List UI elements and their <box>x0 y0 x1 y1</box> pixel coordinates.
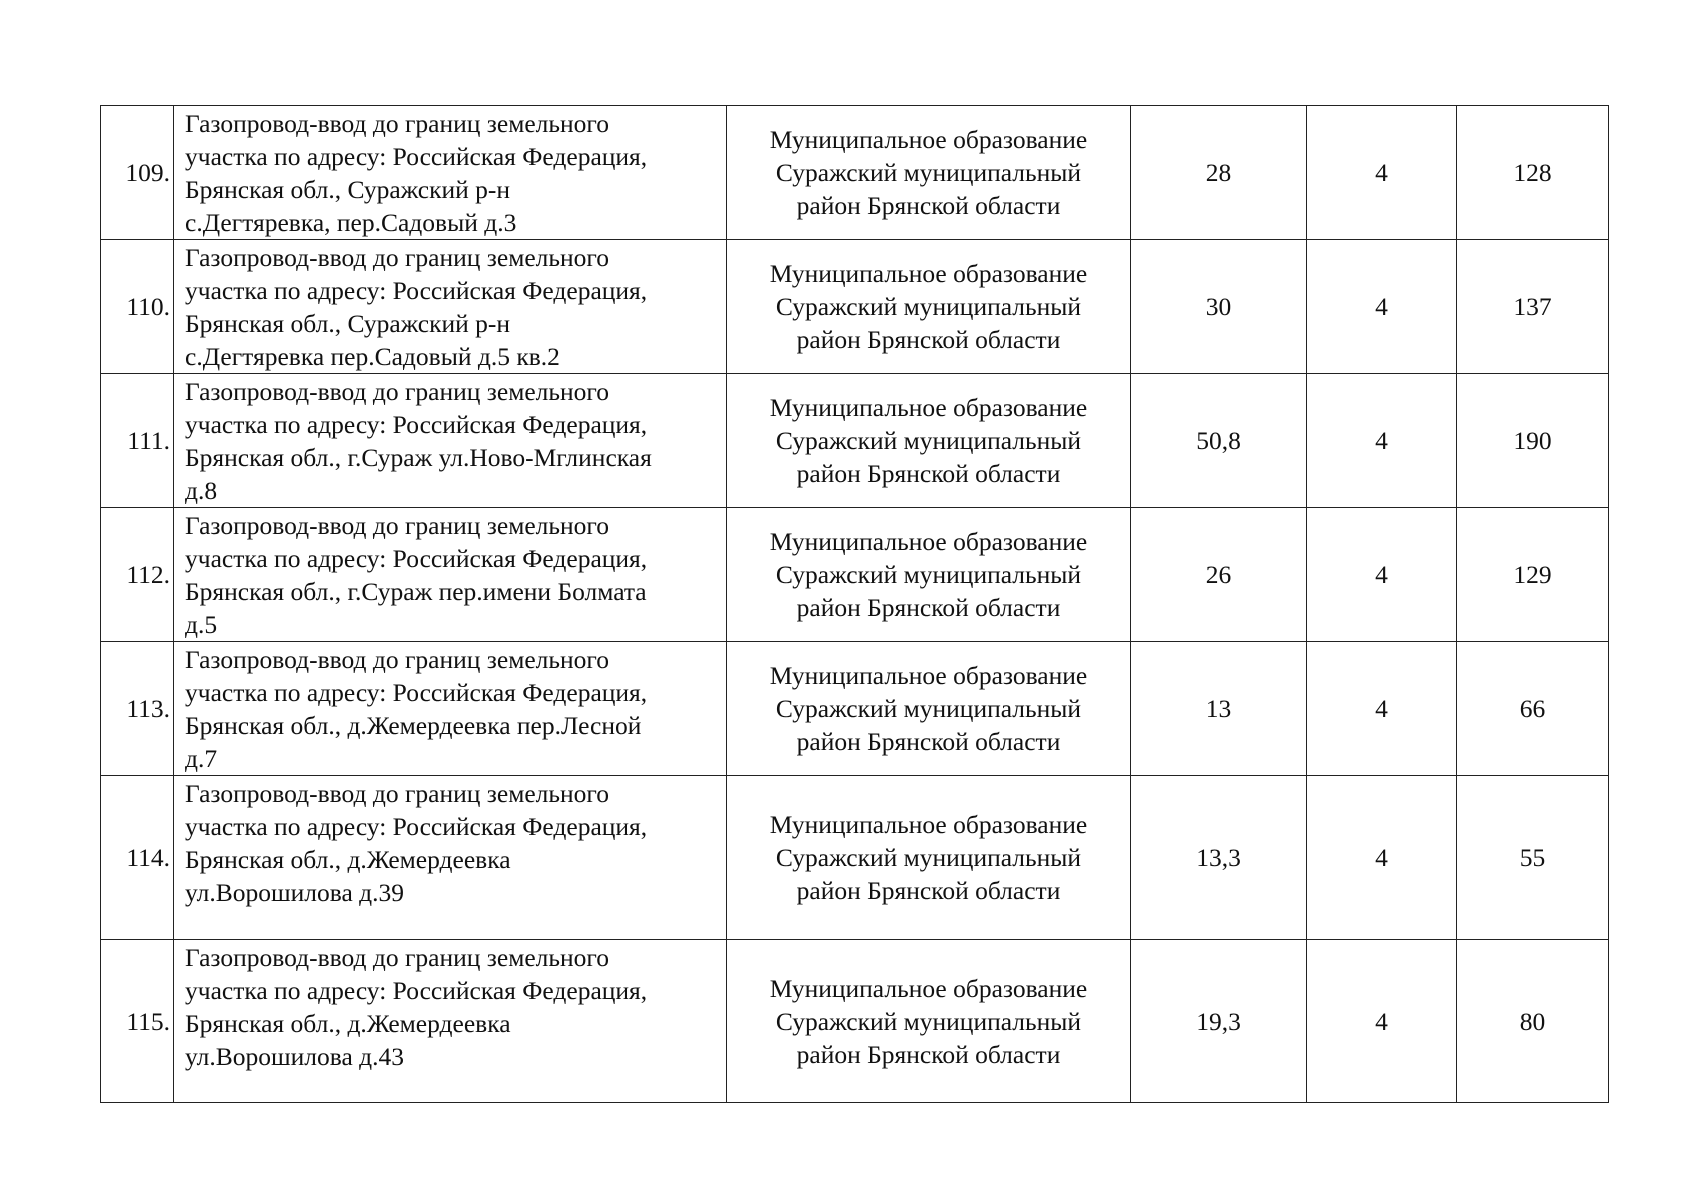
diameter-value: 4 <box>1307 374 1457 508</box>
object-description <box>174 240 727 374</box>
object-description-text: Газопровод-ввод до границ земельного участка по адресу: Российская Федерация, Брянская обл., г.Сураж пер.имени Болмата д.5 <box>185 511 648 639</box>
length-value: 19,3 <box>1131 940 1307 1103</box>
row-number: 114. <box>101 776 174 940</box>
length-value: 13,3 <box>1131 776 1307 940</box>
owner-name: Муниципальное образование Суражский муниципальный район Брянской области <box>727 106 1131 240</box>
object-description-text: Газопровод-ввод до границ земельного участка по адресу: Российская Федерация, Брянская обл., д.Жемердеевка ул.Ворошилова д.39 <box>185 779 648 907</box>
object-description-text: Газопровод-ввод до границ земельного участка по адресу: Российская Федерация, Брянская обл., Суражский р-н с.Дегтяревка, пер.Садовый д.3 <box>185 109 648 237</box>
diameter-value: 4 <box>1307 642 1457 776</box>
length-value: 26 <box>1131 508 1307 642</box>
diameter-value: 4 <box>1307 940 1457 1103</box>
object-description <box>174 508 727 642</box>
object-description-text: Газопровод-ввод до границ земельного участка по адресу: Российская Федерация, Брянская обл., Суражский р-н с.Дегтяревка пер.Садовый д.5 кв.2 <box>185 243 648 371</box>
owner-name: Муниципальное образование Суражский муниципальный район Брянской области <box>727 940 1131 1103</box>
owner-name: Муниципальное образование Суражский муниципальный район Брянской области <box>727 776 1131 940</box>
registry-table <box>100 105 1609 1103</box>
object-description-text: Газопровод-ввод до границ земельного участка по адресу: Российская Федерация, Брянская обл., д.Жемердеевка ул.Ворошилова д.43 <box>185 943 648 1071</box>
row-number: 113. <box>101 642 174 776</box>
table-row <box>101 776 1609 940</box>
diameter-value: 4 <box>1307 106 1457 240</box>
table-row <box>101 508 1609 642</box>
table-row <box>101 642 1609 776</box>
length-value: 50,8 <box>1131 374 1307 508</box>
table-row <box>101 106 1609 240</box>
table-row <box>101 940 1609 1103</box>
cost-value: 128 <box>1457 106 1609 240</box>
cost-value: 55 <box>1457 776 1609 940</box>
object-description-text: Газопровод-ввод до границ земельного участка по адресу: Российская Федерация, Брянская обл., г.Сураж ул.Ново-Мглинская д.8 <box>185 377 652 505</box>
row-number: 109. <box>101 106 174 240</box>
owner-name: Муниципальное образование Суражский муниципальный район Брянской области <box>727 240 1131 374</box>
object-description <box>174 106 727 240</box>
table-row <box>101 240 1609 374</box>
owner-name: Муниципальное образование Суражский муниципальный район Брянской области <box>727 642 1131 776</box>
length-value: 13 <box>1131 642 1307 776</box>
cost-value: 80 <box>1457 940 1609 1103</box>
object-description <box>174 940 727 1103</box>
object-description-text: Газопровод-ввод до границ земельного участка по адресу: Российская Федерация, Брянская обл., д.Жемердеевка пер.Лесной д.7 <box>185 645 648 773</box>
object-description <box>174 374 727 508</box>
registry-table-body <box>101 106 1609 1103</box>
diameter-value: 4 <box>1307 508 1457 642</box>
length-value: 28 <box>1131 106 1307 240</box>
table-row <box>101 374 1609 508</box>
cost-value: 66 <box>1457 642 1609 776</box>
row-number: 111. <box>101 374 174 508</box>
object-description <box>174 776 727 940</box>
row-number: 115. <box>101 940 174 1103</box>
row-number: 112. <box>101 508 174 642</box>
diameter-value: 4 <box>1307 776 1457 940</box>
length-value: 30 <box>1131 240 1307 374</box>
row-number: 110. <box>101 240 174 374</box>
owner-name: Муниципальное образование Суражский муниципальный район Брянской области <box>727 508 1131 642</box>
cost-value: 190 <box>1457 374 1609 508</box>
diameter-value: 4 <box>1307 240 1457 374</box>
cost-value: 137 <box>1457 240 1609 374</box>
owner-name: Муниципальное образование Суражский муниципальный район Брянской области <box>727 374 1131 508</box>
object-description <box>174 642 727 776</box>
cost-value: 129 <box>1457 508 1609 642</box>
